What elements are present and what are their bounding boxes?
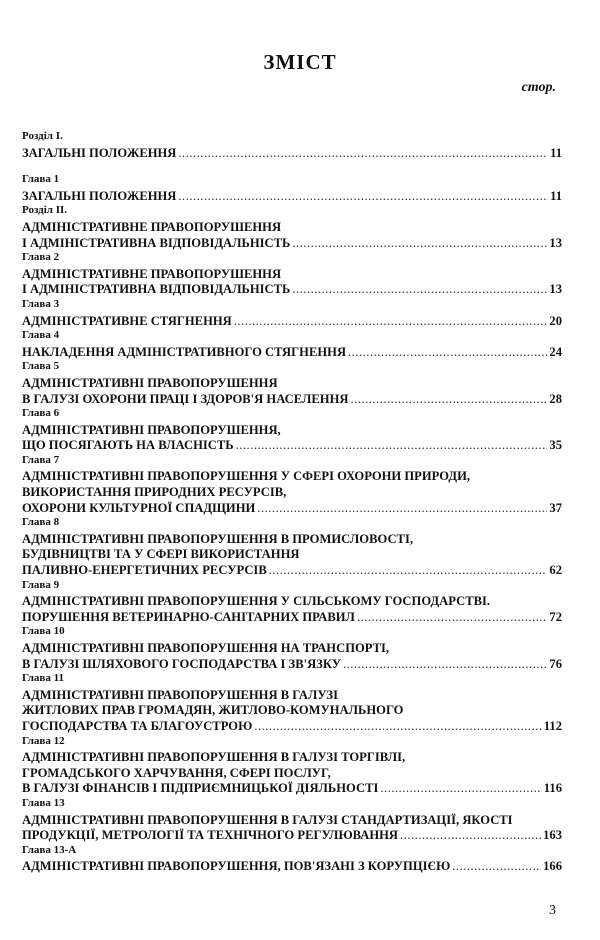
toc-entry-title: АДМІНІСТРАТИВНІ ПРАВОПОРУШЕННЯ,: [22, 422, 281, 437]
toc-entry[interactable]: [22, 563, 562, 579]
toc-entry[interactable]: [22, 719, 562, 735]
toc-page-number: 24: [549, 344, 562, 359]
toc-entry-title: БУДІВНИЦТВІ ТА У СФЕРІ ВИКОРИСТАННЯ: [22, 547, 300, 562]
toc-section-label: Глава 4: [22, 329, 60, 342]
toc-page-number: 35: [549, 438, 562, 453]
toc-entry[interactable]: [22, 438, 562, 454]
toc-entry-title: АДМІНІСТРАТИВНІ ПРАВОПОРУШЕННЯ В ПРОМИСЛОВОСТІ,: [22, 531, 413, 546]
toc-section-label: Глава 6: [22, 407, 60, 420]
table-of-contents: [22, 130, 562, 875]
toc-entry-line: [22, 423, 562, 439]
toc-entry-title: НАКЛАДЕННЯ АДМІНІСТРАТИВНОГО СТЯГНЕННЯ: [22, 344, 347, 359]
toc-entry-title: АДМІНІСТРАТИВНЕ СТЯГНЕННЯ: [22, 313, 232, 328]
toc-section-label: Глава 3: [22, 297, 60, 310]
page-column-label: стор.: [521, 80, 556, 95]
toc-section-label: Глава 13-А: [22, 843, 77, 856]
toc-entry-line: [22, 750, 562, 766]
toc-entry-title: І АДМІНІСТРАТИВНА ВІДПОВІДАЛЬНІСТЬ: [22, 235, 291, 250]
toc-entry-line: [22, 766, 562, 782]
toc-entry-line: [22, 532, 562, 548]
toc-entry[interactable]: [22, 282, 562, 298]
toc-entry-title: В ГАЛУЗІ ШЛЯХОВОГО ГОСПОДАРСТВА І ЗВ'ЯЗКУ: [22, 656, 341, 671]
toc-entry-line: [22, 547, 562, 563]
toc-entry-title: АДМІНІСТРАТИВНІ ПРАВОПОРУШЕННЯ В ГАЛУЗІ: [22, 687, 338, 702]
toc-entry-title: В ГАЛУЗІ ФІНАНСІВ І ПІДПРИЄМНИЦЬКОЇ ДІЯЛЬНОСТІ: [22, 781, 379, 796]
toc-page-number: 13: [549, 235, 562, 250]
toc-section-label: Глава 8: [22, 516, 60, 529]
toc-entry-title: ПАЛИВНО-ЕНЕРГЕТИЧНИХ РЕСУРСІВ: [22, 563, 267, 578]
toc-entry-line: [22, 267, 562, 283]
toc-entry-title: І АДМІНІСТРАТИВНА ВІДПОВІДАЛЬНІСТЬ: [22, 282, 291, 297]
dot-leader: [357, 610, 547, 625]
toc-entry[interactable]: [22, 189, 562, 205]
dot-leader: [257, 501, 547, 516]
toc-section-label: Глава 10: [22, 625, 65, 638]
toc-entry-title: ОХОРОНИ КУЛЬТУРНОЇ СПАДЩИНИ: [22, 500, 256, 515]
toc-entry-line: [22, 813, 562, 829]
dot-leader: [292, 236, 547, 251]
dot-leader: [348, 345, 547, 360]
toc-page-number: 166: [543, 859, 562, 874]
toc-entry[interactable]: [22, 501, 562, 517]
dot-leader: [269, 563, 548, 578]
toc-entry-title: АДМІНІСТРАТИВНІ ПРАВОПОРУШЕННЯ У СІЛЬСЬКОМУ ГОСПОДАРСТВІ.: [22, 594, 491, 609]
toc-entry[interactable]: [22, 345, 562, 361]
toc-entry[interactable]: [22, 392, 562, 408]
dot-leader: [343, 657, 547, 672]
dot-leader: [236, 438, 548, 453]
toc-entry-title: АДМІНІСТРАТИВНІ ПРАВОПОРУШЕННЯ НА ТРАНСПОРТІ,: [22, 641, 390, 655]
footer-page-number: 3: [549, 903, 556, 918]
toc-entry-line: [22, 485, 562, 501]
toc-section-label: Глава 13: [22, 796, 65, 809]
toc-page-number: 116: [543, 781, 562, 796]
toc-entry-line: [22, 469, 562, 485]
toc-section-label: Глава 12: [22, 734, 65, 747]
toc-section-label: Глава 5: [22, 360, 60, 373]
toc-entry-title: ЩО ПОСЯГАЮТЬ НА ВЛАСНІСТЬ: [22, 438, 234, 453]
dot-leader: [350, 392, 547, 407]
toc-entry-title: АДМІНІСТРАТИВНІ ПРАВОПОРУШЕННЯ: [22, 375, 278, 390]
toc-entry-title: АДМІНІСТРАТИВНЕ ПРАВОПОРУШЕННЯ: [22, 219, 282, 234]
dot-leader: [400, 828, 541, 843]
toc-section-label: Глава 9: [22, 578, 60, 591]
toc-entry-title: ЖИТЛОВИХ ПРАВ ГРОМАДЯН, ЖИТЛОВО-КОМУНАЛЬНОГО: [22, 703, 404, 718]
toc-entry-line: [22, 594, 562, 610]
page-title: ЗМІСТ: [263, 50, 337, 74]
toc-entry-title: АДМІНІСТРАТИВНЕ ПРАВОПОРУШЕННЯ: [22, 266, 282, 281]
toc-entry[interactable]: [22, 610, 562, 626]
dot-leader: [178, 146, 548, 161]
toc-entry-title: ГОСПОДАРСТВА ТА БЛАГОУСТРОЮ: [22, 718, 253, 733]
dot-leader: [178, 189, 548, 204]
toc-entry-line: [22, 688, 562, 704]
toc-entry-title: ГРОМАДСЬКОГО ХАРЧУВАННЯ, СФЕРІ ПОСЛУГ,: [22, 765, 331, 780]
toc-page-number: 11: [550, 145, 562, 160]
toc-page-number: 76: [549, 656, 562, 671]
toc-page-number: 62: [549, 563, 562, 578]
toc-entry[interactable]: [22, 236, 562, 252]
toc-page-number: 112: [543, 718, 562, 733]
toc-entry-title: АДМІНІСТРАТИВНІ ПРАВОПОРУШЕННЯ У СФЕРІ ОХОРОНИ ПРИРОДИ,: [22, 469, 471, 484]
toc-section-label: Глава 1: [22, 173, 60, 186]
toc-page-number: 163: [543, 828, 562, 843]
toc-entry-title: ПРОДУКЦІЇ, МЕТРОЛОГІЇ ТА ТЕХНІЧНОГО РЕГУЛЮВАННЯ: [22, 828, 399, 843]
toc-entry-title: В ГАЛУЗІ ОХОРОНИ ПРАЦІ І ЗДОРОВ'Я НАСЕЛЕННЯ: [22, 391, 349, 406]
toc-section-label: Розділ ІІ.: [22, 204, 68, 217]
toc-page-number: 20: [549, 313, 562, 328]
toc-entry-line: [22, 376, 562, 392]
toc-page-number: 28: [549, 391, 562, 406]
toc-entry-title: ВИКОРИСТАННЯ ПРИРОДНИХ РЕСУРСІВ,: [22, 485, 287, 500]
toc-section-label: Глава 11: [22, 672, 65, 685]
toc-entry-title: АДМІНІСТРАТИВНІ ПРАВОПОРУШЕННЯ В ГАЛУЗІ СТАНДАРТИЗАЦІЇ, ЯКОСТІ: [22, 812, 513, 827]
toc-entry[interactable]: [22, 859, 562, 875]
toc-entry-title: АДМІНІСТРАТИВНІ ПРАВОПОРУШЕННЯ, ПОВ'ЯЗАНІ З КОРУПЦІЄЮ: [22, 859, 451, 874]
dot-leader: [292, 282, 547, 297]
toc-entry-title: ЗАГАЛЬНІ ПОЛОЖЕННЯ: [22, 145, 177, 160]
toc-section-label: Глава 2: [22, 251, 60, 264]
toc-entry[interactable]: [22, 146, 562, 162]
toc-page-number: 37: [549, 500, 562, 515]
toc-section-label: Розділ І.: [22, 130, 63, 142]
toc-entry[interactable]: [22, 781, 562, 797]
toc-entry-title: ЗАГАЛЬНІ ПОЛОЖЕННЯ: [22, 188, 177, 203]
toc-page-number: 11: [550, 188, 562, 203]
dot-leader: [452, 859, 541, 874]
toc-page-number: 72: [549, 609, 562, 624]
dot-leader: [234, 314, 548, 329]
toc-entry-line: [22, 703, 562, 719]
toc-entry-line: [22, 220, 562, 236]
toc-entry-title: АДМІНІСТРАТИВНІ ПРАВОПОРУШЕННЯ В ГАЛУЗІ ТОРГІВЛІ,: [22, 750, 406, 765]
toc-entry[interactable]: [22, 828, 562, 844]
toc-entry-title: ПОРУШЕННЯ ВЕТЕРИНАРНО-САНІТАРНИХ ПРАВИЛ: [22, 609, 355, 624]
toc-page-number: 13: [549, 282, 562, 297]
toc-entry[interactable]: [22, 314, 562, 330]
dot-leader: [380, 781, 541, 796]
toc-entry[interactable]: [22, 657, 562, 673]
toc-section-label: Глава 7: [22, 453, 60, 466]
dot-leader: [254, 719, 542, 734]
toc-entry-line: [22, 641, 562, 657]
